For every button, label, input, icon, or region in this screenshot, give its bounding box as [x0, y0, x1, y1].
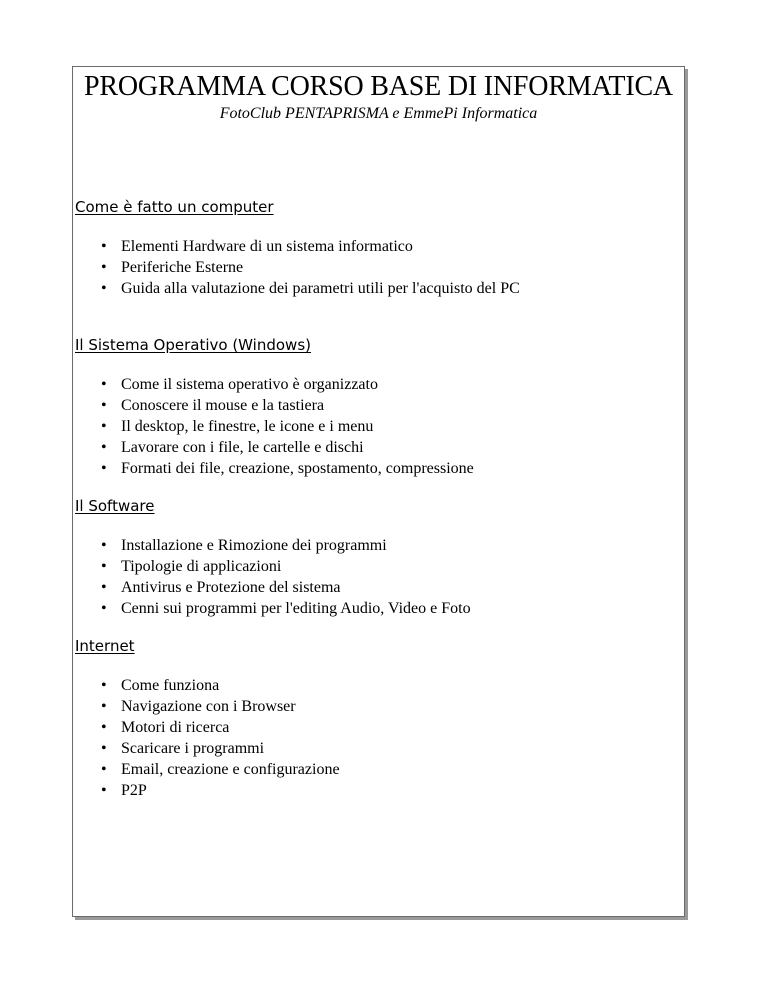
- list-item: [75, 395, 680, 416]
- list-item: [75, 458, 680, 479]
- list-item: [75, 577, 680, 598]
- bullet-icon: •: [101, 376, 107, 393]
- list-item: [75, 374, 680, 395]
- section-heading: Il Software: [75, 497, 155, 515]
- list-item-text: Elementi Hardware di un sistema informatico: [121, 238, 413, 255]
- list-item: [75, 696, 680, 717]
- bullet-list: [75, 236, 680, 299]
- list-item-text: Tipologie di applicazioni: [121, 558, 282, 575]
- bullet-list: [75, 535, 680, 619]
- list-item-text: Email, creazione e configurazione: [121, 761, 340, 778]
- list-item: [75, 780, 680, 801]
- section-hardware: [75, 198, 680, 299]
- list-item-text: Guida alla valutazione dei parametri utili per l'acquisto del PC: [121, 280, 520, 297]
- list-item-text: Periferiche Esterne: [121, 259, 244, 276]
- bullet-icon: •: [101, 761, 107, 778]
- list-item: [75, 759, 680, 780]
- section-heading: Come è fatto un computer: [75, 198, 274, 216]
- bullet-icon: •: [101, 397, 107, 414]
- list-item-text: P2P: [121, 782, 147, 799]
- bullet-icon: •: [101, 677, 107, 694]
- bullet-icon: •: [101, 280, 107, 297]
- bullet-icon: •: [101, 460, 107, 477]
- list-item: [75, 535, 680, 556]
- list-item-text: Navigazione con i Browser: [121, 698, 296, 715]
- bullet-icon: •: [101, 600, 107, 617]
- list-item-text: Come il sistema operativo è organizzato: [121, 376, 378, 393]
- list-item: [75, 257, 680, 278]
- list-item-text: Motori di ricerca: [121, 719, 230, 736]
- bullet-icon: •: [101, 740, 107, 757]
- bullet-list: [75, 374, 680, 479]
- list-item-text: Installazione e Rimozione dei programmi: [121, 537, 387, 554]
- list-item-text: Antivirus e Protezione del sistema: [121, 579, 341, 596]
- bullet-icon: •: [101, 537, 107, 554]
- list-item: [75, 278, 680, 299]
- list-item: [75, 416, 680, 437]
- list-item: [75, 437, 680, 458]
- bullet-icon: •: [101, 579, 107, 596]
- bullet-icon: •: [101, 782, 107, 799]
- list-item-text: Lavorare con i file, le cartelle e dischi: [121, 439, 364, 456]
- bullet-icon: •: [101, 719, 107, 736]
- section-software: [75, 497, 680, 619]
- section-operating-system: [75, 336, 680, 479]
- bullet-icon: •: [101, 558, 107, 575]
- bullet-icon: •: [101, 698, 107, 715]
- section-heading: Internet: [75, 637, 135, 655]
- list-item: [75, 598, 680, 619]
- list-item-text: Formati dei file, creazione, spostamento, compressione: [121, 460, 474, 477]
- list-item: [75, 675, 680, 696]
- bullet-list: [75, 675, 680, 801]
- bullet-icon: •: [101, 259, 107, 276]
- section-heading: Il Sistema Operativo (Windows): [75, 336, 311, 354]
- page-subtitle: FotoClub PENTAPRISMA e EmmePi Informatica: [219, 105, 538, 122]
- list-item: [75, 236, 680, 257]
- list-item: [75, 717, 680, 738]
- list-item-text: Conoscere il mouse e la tastiera: [121, 397, 325, 414]
- section-internet: [75, 637, 680, 801]
- page-frame: [72, 66, 685, 917]
- page-title: PROGRAMMA CORSO BASE DI INFORMATICA: [84, 71, 673, 102]
- bullet-icon: •: [101, 238, 107, 255]
- list-item: [75, 556, 680, 577]
- list-item: [75, 738, 680, 759]
- list-item-text: Scaricare i programmi: [121, 740, 265, 757]
- bullet-icon: •: [101, 418, 107, 435]
- bullet-icon: •: [101, 439, 107, 456]
- list-item-text: Cenni sui programmi per l'editing Audio, Video e Foto: [121, 600, 471, 617]
- list-item-text: Il desktop, le finestre, le icone e i menu: [121, 418, 374, 435]
- list-item-text: Come funziona: [121, 677, 220, 694]
